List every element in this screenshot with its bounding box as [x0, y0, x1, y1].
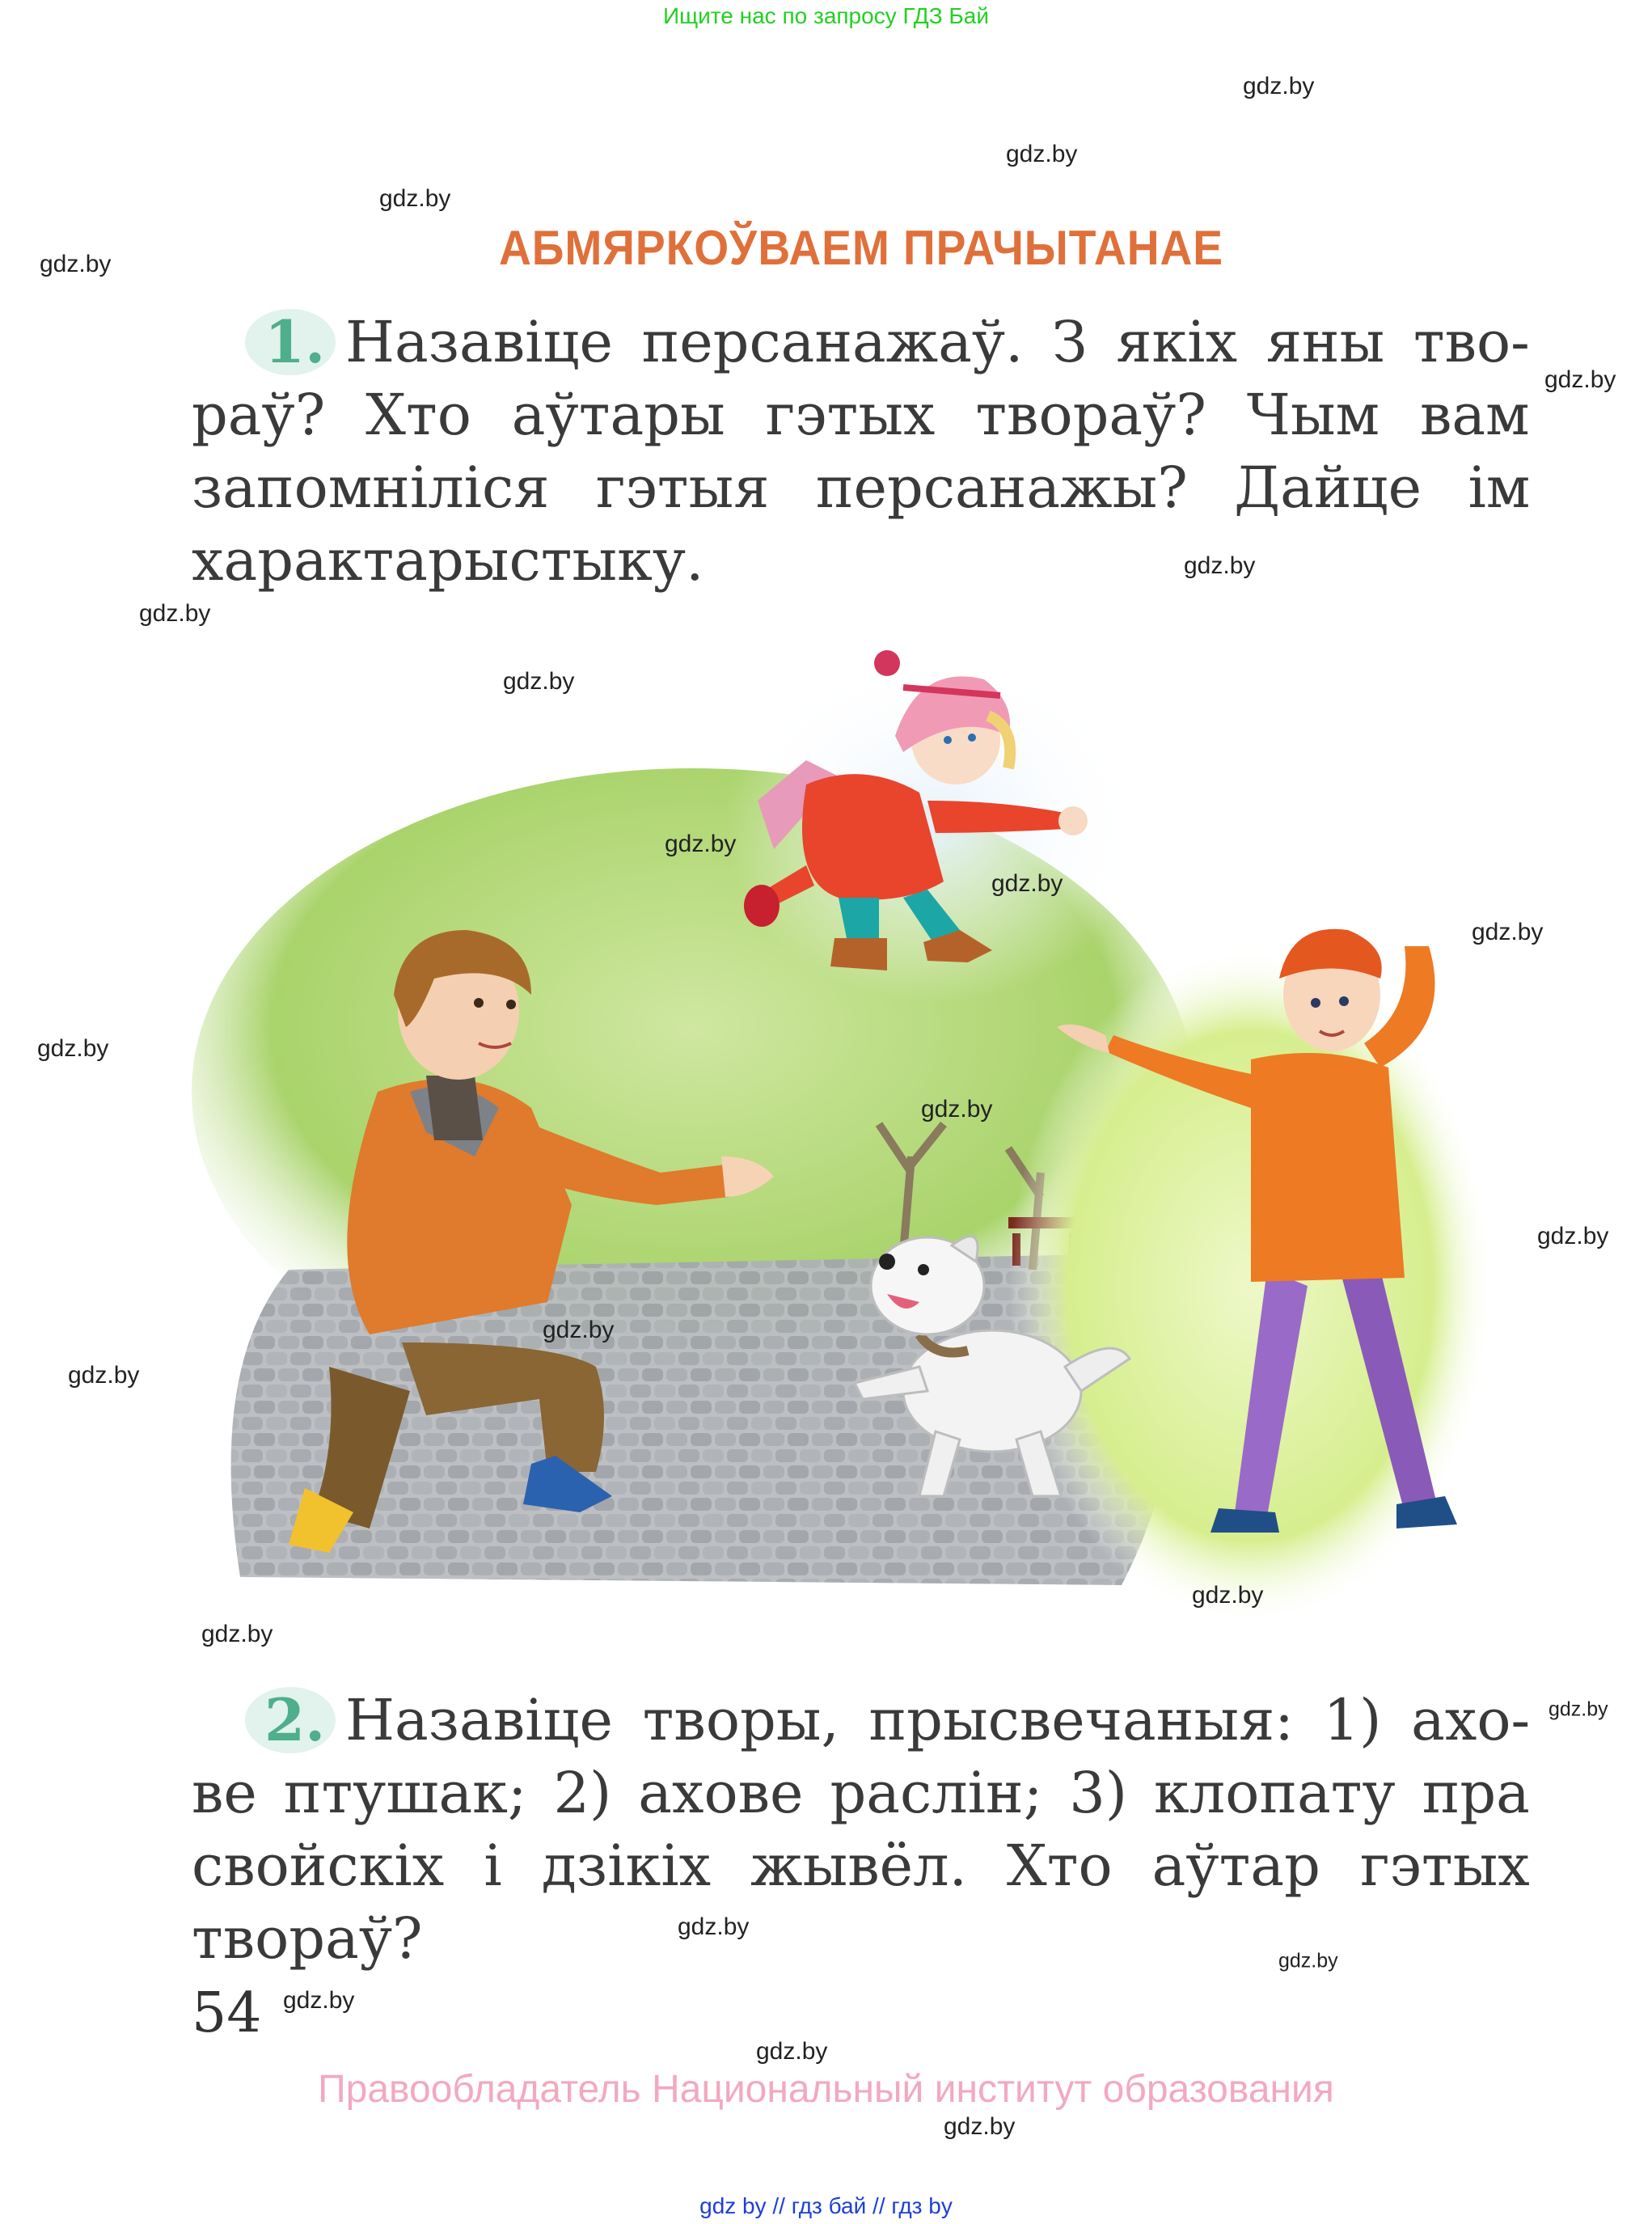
- section-heading: АБМЯРКОЎВАЕМ ПРАЧЫТАНАЕ: [498, 221, 1224, 275]
- footer-links[interactable]: gdz by // гдз бай // гдз by: [699, 2193, 953, 2218]
- task-number: 2.: [264, 1685, 326, 1754]
- watermark: gdz.by: [921, 1096, 993, 1123]
- task-1: [192, 306, 1530, 597]
- watermark: gdz.by: [665, 831, 737, 857]
- task-text-line: Назавіце творы, прысвечаныя: 1) ахо-: [345, 1687, 1531, 1753]
- watermark: gdz.by: [379, 185, 451, 212]
- illustration-children-with-dog: [192, 639, 1494, 1626]
- watermark: gdz.by: [1184, 552, 1256, 579]
- watermark: gdz.by: [503, 668, 575, 695]
- task-text-line: характарыстыку.: [192, 527, 704, 594]
- watermark: gdz.by: [1548, 1698, 1608, 1721]
- task-text-line: Назавіце персанажаў. З якіх яны тво-: [345, 309, 1530, 375]
- watermark: gdz.by: [1472, 919, 1544, 945]
- page-number: 54: [192, 1981, 262, 2045]
- task-text-line: ве птушак; 2) ахове раслін; 3) клопату пра: [192, 1760, 1530, 1826]
- watermark: gdz.by: [1537, 1223, 1609, 1249]
- top-banner[interactable]: Ищите нас по запросу ГДЗ Бай: [662, 3, 990, 28]
- rights-holder-notice: Правообладатель Национальный институт образования: [318, 2068, 1334, 2111]
- watermark: gdz.by: [756, 2038, 828, 2065]
- task-text-line: свойскіх і дзікіх жывёл. Хто аўтар гэтых: [192, 1833, 1530, 1899]
- watermark: gdz.by: [1006, 141, 1078, 167]
- watermark: gdz.by: [991, 870, 1063, 897]
- watermark: gdz.by: [1544, 366, 1616, 393]
- watermark: gdz.by: [37, 1035, 109, 1062]
- watermark: gdz.by: [944, 2113, 1016, 2140]
- watermark: gdz.by: [1278, 1949, 1338, 1972]
- task-text-line: запомніліся гэтыя персанажы? Дайце ім: [192, 455, 1531, 521]
- task-2: [192, 1684, 1530, 1975]
- girl-jumping: [725, 647, 1146, 1003]
- watermark: gdz.by: [139, 600, 211, 627]
- watermark: gdz.by: [1192, 1582, 1264, 1609]
- watermark: gdz.by: [678, 1913, 750, 1940]
- watermark: gdz.by: [1243, 73, 1315, 99]
- task-text-line: твораў?: [192, 1905, 423, 1972]
- watermark: gdz.by: [68, 1362, 140, 1389]
- task-text-line: раў? Хто аўтары гэтых твораў? Чым вам: [192, 382, 1530, 448]
- watermark: gdz.by: [283, 1987, 355, 2014]
- watermark: gdz.by: [201, 1621, 273, 1647]
- watermark: gdz.by: [543, 1317, 615, 1343]
- task-number: 1.: [264, 307, 326, 376]
- watermark: gdz.by: [40, 251, 112, 277]
